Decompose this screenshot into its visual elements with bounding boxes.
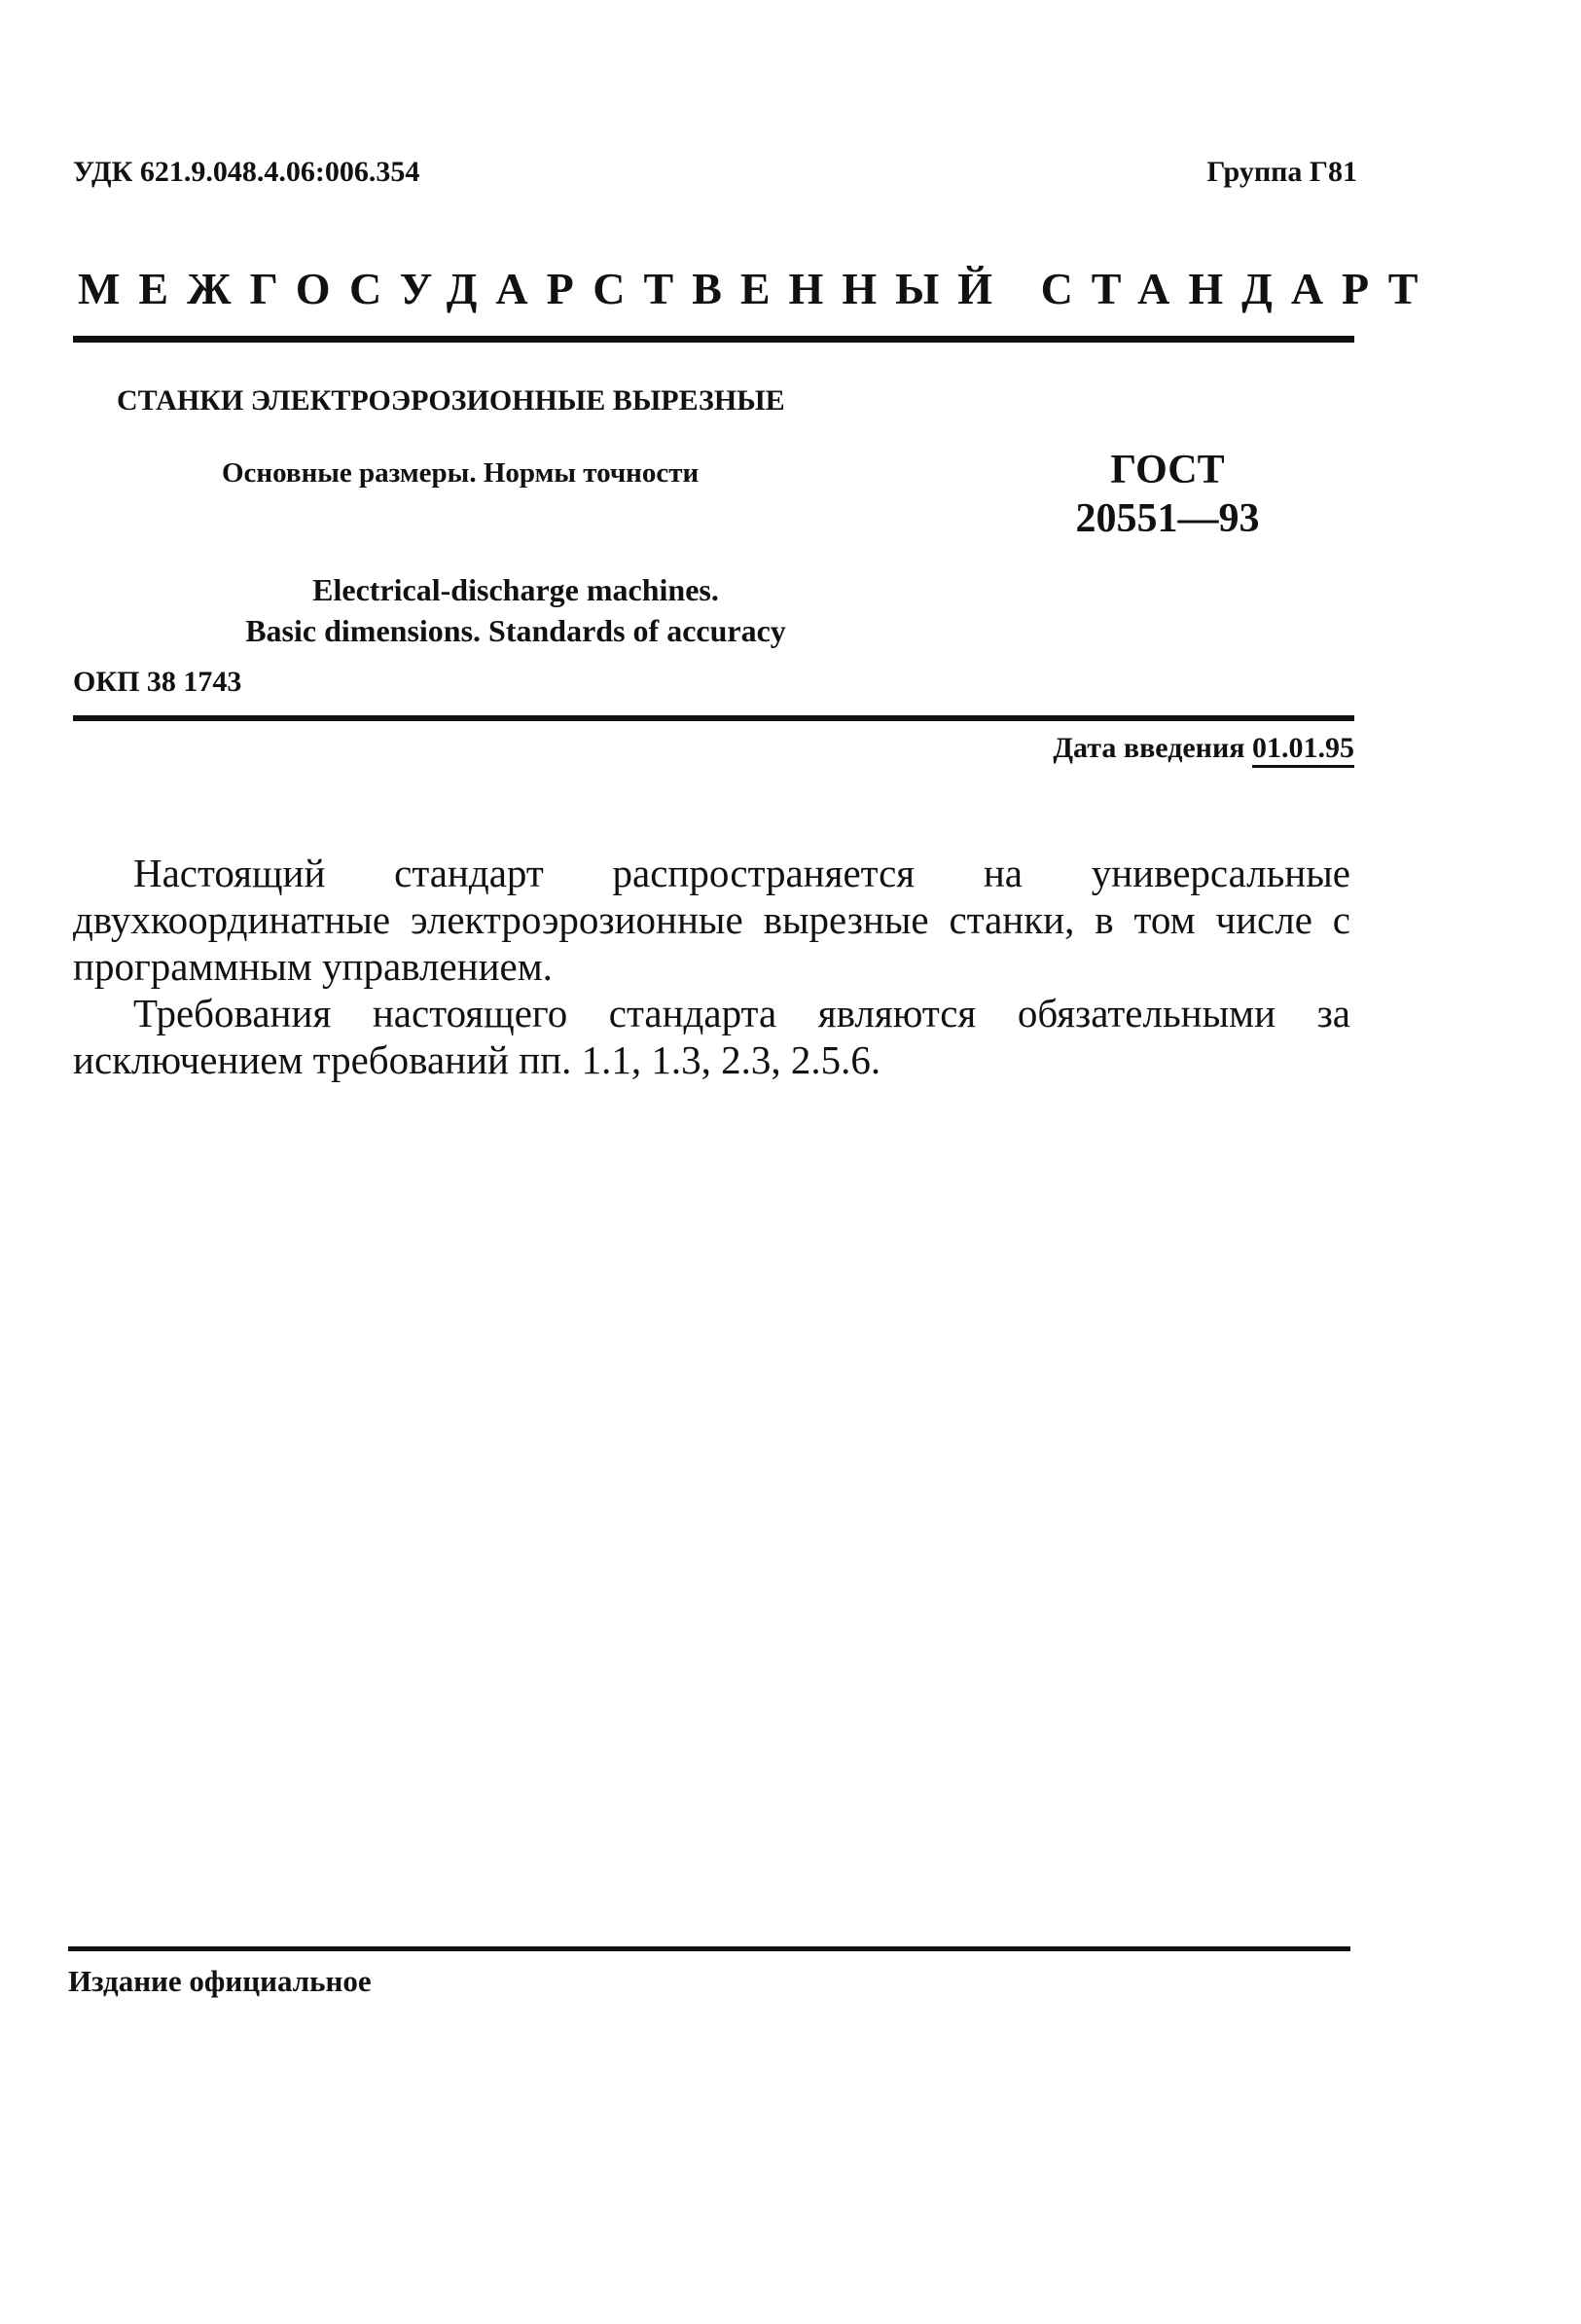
introduction-date	[1053, 732, 1354, 765]
introduction-date-value: 01.01.95	[1252, 732, 1354, 764]
title-en-line2: Basic dimensions. Standards of accuracy	[245, 613, 786, 648]
title-en-line1: Electrical-discharge machines.	[312, 572, 719, 607]
header-divider	[73, 336, 1354, 343]
gost-label: ГОСТ	[1110, 448, 1225, 492]
body-text	[73, 850, 1350, 1083]
introduction-date-label: Дата введения	[1053, 732, 1245, 764]
edition-note: Издание официальное	[68, 1964, 372, 1998]
subtitle-ru: Основные размеры. Нормы точности	[222, 457, 700, 489]
body-paragraph-2: Требования настоящего стандарта являются обязательными за исключением требований пп. 1.1, 1.3, 2.3, 2.5.6.	[73, 991, 1350, 1082]
title-divider	[73, 715, 1354, 721]
okp-code: ОКП 38 1743	[73, 666, 242, 698]
group-code: Группа Г81	[1206, 156, 1357, 188]
udk-code: УДК 621.9.048.4.06:006.354	[73, 156, 420, 188]
title-ru: СТАНКИ ЭЛЕКТРОЭРОЗИОННЫЕ ВЫРЕЗНЫЕ	[117, 384, 785, 417]
gost-designation	[1051, 446, 1284, 543]
title-en	[185, 569, 846, 651]
footer-divider	[68, 1946, 1350, 1951]
standard-type-heading: МЕЖГОСУДАРСТВЕННЫЙ СТАНДАРТ	[78, 264, 1437, 313]
gost-number: 20551—93	[1075, 496, 1260, 541]
body-paragraph-1: Настоящий стандарт распространяется на универсальные двухкоординатные электроэрозионные вырезные станки, в том числе с программным управлением.	[73, 851, 1350, 989]
